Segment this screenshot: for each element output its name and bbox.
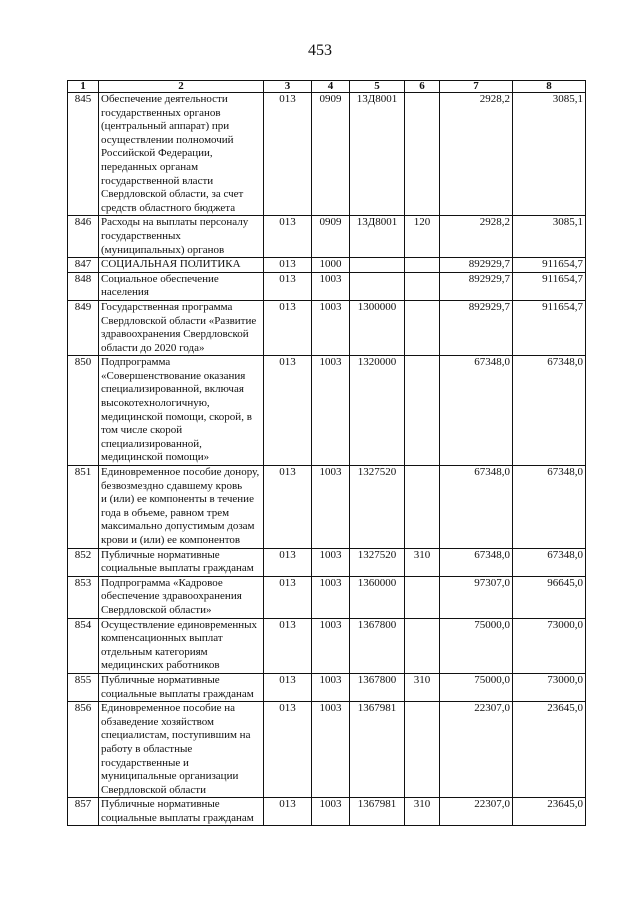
row-number: 853 <box>68 576 99 618</box>
amount-col7: 892929,7 <box>440 300 513 355</box>
amount-col7: 22307,0 <box>440 702 513 798</box>
row-number: 845 <box>68 93 99 216</box>
column-header: 8 <box>513 81 586 93</box>
section-code: 1003 <box>312 618 350 673</box>
table-row <box>68 673 586 701</box>
expense-code <box>405 272 440 300</box>
row-number: 856 <box>68 702 99 798</box>
amount-col8: 73000,0 <box>513 618 586 673</box>
amount-col8: 23645,0 <box>513 798 586 826</box>
target-code: 13Д8001 <box>350 216 405 258</box>
expense-code: 310 <box>405 798 440 826</box>
target-code: 1367981 <box>350 798 405 826</box>
row-number: 846 <box>68 216 99 258</box>
column-header: 6 <box>405 81 440 93</box>
row-name: Расходы на выплаты персоналу государственных (муниципальных) органов <box>99 216 264 258</box>
amount-col7: 75000,0 <box>440 673 513 701</box>
row-number: 847 <box>68 258 99 273</box>
admin-code: 013 <box>264 356 312 466</box>
row-name: Единовременное пособие на обзаведение хозяйством специалистам, поступившим на работу в областные государственные и муниципальные организации Свердловской области <box>99 702 264 798</box>
target-code <box>350 258 405 273</box>
target-code: 1367981 <box>350 702 405 798</box>
row-name: СОЦИАЛЬНАЯ ПОЛИТИКА <box>99 258 264 273</box>
expense-code <box>405 702 440 798</box>
table-row <box>68 258 586 273</box>
admin-code: 013 <box>264 576 312 618</box>
target-code: 1327520 <box>350 548 405 576</box>
target-code: 1367800 <box>350 673 405 701</box>
section-code: 0909 <box>312 216 350 258</box>
admin-code: 013 <box>264 618 312 673</box>
section-code: 1003 <box>312 798 350 826</box>
table-row <box>68 272 586 300</box>
row-number: 851 <box>68 466 99 549</box>
expense-code <box>405 300 440 355</box>
budget-table <box>67 80 586 826</box>
section-code: 1003 <box>312 466 350 549</box>
target-code: 1360000 <box>350 576 405 618</box>
section-code: 1003 <box>312 576 350 618</box>
expense-code <box>405 356 440 466</box>
amount-col8: 3085,1 <box>513 216 586 258</box>
admin-code: 013 <box>264 258 312 273</box>
admin-code: 013 <box>264 673 312 701</box>
section-code: 1003 <box>312 702 350 798</box>
expense-code <box>405 618 440 673</box>
expense-code <box>405 466 440 549</box>
amount-col7: 97307,0 <box>440 576 513 618</box>
admin-code: 013 <box>264 93 312 216</box>
expense-code <box>405 93 440 216</box>
amount-col7: 892929,7 <box>440 258 513 273</box>
amount-col8: 73000,0 <box>513 673 586 701</box>
table-row <box>68 548 586 576</box>
amount-col8: 3085,1 <box>513 93 586 216</box>
column-header: 7 <box>440 81 513 93</box>
row-number: 850 <box>68 356 99 466</box>
target-code: 1320000 <box>350 356 405 466</box>
table-row <box>68 216 586 258</box>
section-code: 1003 <box>312 300 350 355</box>
row-name: Публичные нормативные социальные выплаты гражданам <box>99 798 264 826</box>
table-row <box>68 618 586 673</box>
table-row <box>68 356 586 466</box>
target-code: 1300000 <box>350 300 405 355</box>
expense-code <box>405 258 440 273</box>
row-name: Осуществление единовременных компенсационных выплат отдельным категориям медицинских работников <box>99 618 264 673</box>
amount-col7: 67348,0 <box>440 466 513 549</box>
row-name: Обеспечение деятельности государственных органов (центральный аппарат) при осуществлении полномочий Российской Федерации, переданных органам государственной власти Свердловской области, за счет средств областного бюджета <box>99 93 264 216</box>
amount-col8: 911654,7 <box>513 272 586 300</box>
table-row <box>68 702 586 798</box>
amount-col8: 911654,7 <box>513 300 586 355</box>
expense-code: 310 <box>405 673 440 701</box>
expense-code <box>405 576 440 618</box>
target-code: 1367800 <box>350 618 405 673</box>
row-name: Публичные нормативные социальные выплаты гражданам <box>99 548 264 576</box>
amount-col8: 23645,0 <box>513 702 586 798</box>
expense-code: 310 <box>405 548 440 576</box>
table-row <box>68 300 586 355</box>
section-code: 1003 <box>312 673 350 701</box>
column-header: 5 <box>350 81 405 93</box>
admin-code: 013 <box>264 798 312 826</box>
admin-code: 013 <box>264 466 312 549</box>
amount-col7: 75000,0 <box>440 618 513 673</box>
amount-col7: 67348,0 <box>440 356 513 466</box>
column-header: 4 <box>312 81 350 93</box>
amount-col8: 67348,0 <box>513 356 586 466</box>
row-number: 849 <box>68 300 99 355</box>
table-row <box>68 798 586 826</box>
admin-code: 013 <box>264 272 312 300</box>
column-header: 3 <box>264 81 312 93</box>
row-name: Государственная программа Свердловской области «Развитие здравоохранения Свердловской области до 2020 года» <box>99 300 264 355</box>
amount-col8: 96645,0 <box>513 576 586 618</box>
section-code: 1003 <box>312 548 350 576</box>
admin-code: 013 <box>264 216 312 258</box>
row-number: 854 <box>68 618 99 673</box>
section-code: 1003 <box>312 272 350 300</box>
table-row <box>68 576 586 618</box>
row-number: 852 <box>68 548 99 576</box>
header-row <box>68 81 586 93</box>
amount-col7: 2928,2 <box>440 216 513 258</box>
target-code: 13Д8001 <box>350 93 405 216</box>
amount-col8: 67348,0 <box>513 466 586 549</box>
row-name: Подпрограмма «Кадровое обеспечение здравоохранения Свердловской области» <box>99 576 264 618</box>
section-code: 1003 <box>312 356 350 466</box>
amount-col7: 22307,0 <box>440 798 513 826</box>
amount-col8: 911654,7 <box>513 258 586 273</box>
column-header: 1 <box>68 81 99 93</box>
row-number: 857 <box>68 798 99 826</box>
amount-col7: 67348,0 <box>440 548 513 576</box>
row-name: Публичные нормативные социальные выплаты гражданам <box>99 673 264 701</box>
table-row <box>68 466 586 549</box>
admin-code: 013 <box>264 702 312 798</box>
target-code: 1327520 <box>350 466 405 549</box>
section-code: 0909 <box>312 93 350 216</box>
page-number: 453 <box>308 42 332 59</box>
expense-code: 120 <box>405 216 440 258</box>
table-row <box>68 93 586 216</box>
section-code: 1000 <box>312 258 350 273</box>
amount-col7: 2928,2 <box>440 93 513 216</box>
column-header: 2 <box>99 81 264 93</box>
row-name: Единовременное пособие донору, безвозмездно сдавшему кровь и (или) ее компоненты в течение года в объеме, равном трем максимально допустимым дозам крови и (или) ее компонентов <box>99 466 264 549</box>
row-number: 848 <box>68 272 99 300</box>
row-name: Социальное обеспечение населения <box>99 272 264 300</box>
amount-col7: 892929,7 <box>440 272 513 300</box>
target-code <box>350 272 405 300</box>
amount-col8: 67348,0 <box>513 548 586 576</box>
admin-code: 013 <box>264 548 312 576</box>
admin-code: 013 <box>264 300 312 355</box>
row-number: 855 <box>68 673 99 701</box>
row-name: Подпрограмма «Совершенствование оказания специализированной, включая высокотехнологичную, медицинской помощи, скорой, в том числе скорой специализированной, медицинской помощи» <box>99 356 264 466</box>
